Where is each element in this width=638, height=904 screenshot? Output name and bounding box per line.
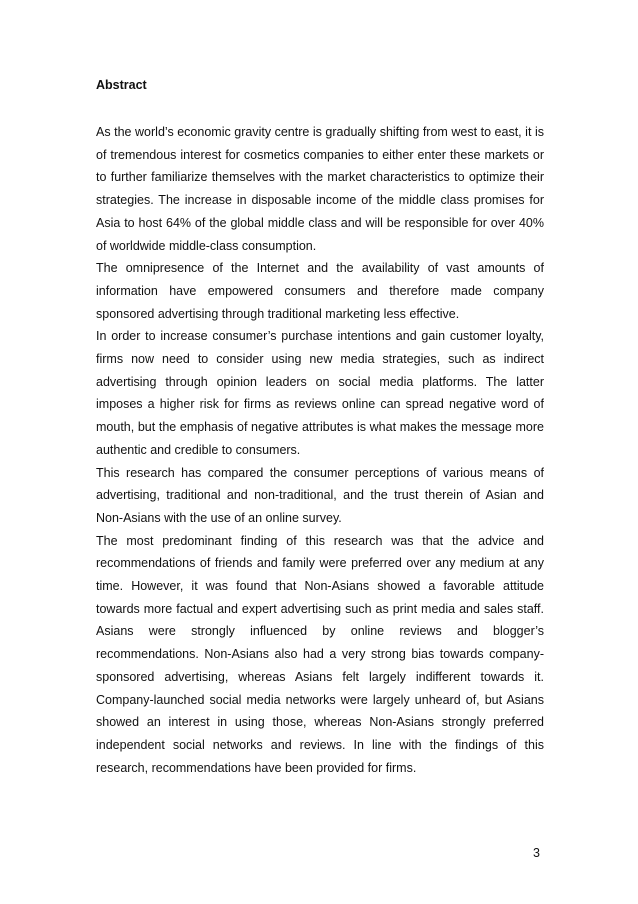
paragraph-research-comparison: This research has compared the consumer perceptions of various means of advertising, traditional and non-traditional, and the trust therein of Asian and Non-Asians with the use of an online survey.	[96, 465, 544, 525]
abstract-body	[96, 121, 544, 779]
paragraph-purchase-intentions: In order to increase consumer’s purchase intentions and gain customer loyalty, firms now need to consider using new media strategies, such as indirect advertising through opinion leaders on social media platforms. The latter imposes a higher risk for firms as reviews online can spread negative word of mouth, but the emphasis of negative attributes is what makes the message more authentic and credible to consumers.	[96, 329, 544, 457]
paragraph-internet-omnipresence: The omnipresence of the Internet and the availability of vast amounts of information have empowered consumers and therefore made company sponsored advertising through traditional marketing less effective.	[96, 261, 544, 321]
page-number: 3	[533, 846, 540, 860]
paragraph-findings: The most predominant finding of this research was that the advice and recommendations of friends and family were preferred over any medium at any time. However, it was found that Non-Asians showed a favorable attitude towards more factual and expert advertising such as print media and sales staff. Asians were strongly influenced by online reviews and blogger’s recommendations. Non-Asians also had a very strong bias towards company-sponsored advertising, whereas Asians felt largely indifferent towards it. Company-launched social media networks were largely unheard of, but Asians showed an interest in using those, whereas Non-Asians strongly preferred independent social networks and reviews. In line with the findings of this research, recommendations have been provided for firms.	[96, 533, 544, 775]
section-heading-abstract: Abstract	[96, 78, 147, 92]
paragraph-economic-gravity: As the world’s economic gravity centre is gradually shifting from west to east, it is of tremendous interest for cosmetics companies to either enter these markets or to further familiarize themselves with the market characteristics to optimize their strategies. The increase in disposable income of the middle class promises for Asia to host 64% of the global middle class and will be responsible for over 40% of worldwide middle-class consumption.	[96, 125, 544, 253]
